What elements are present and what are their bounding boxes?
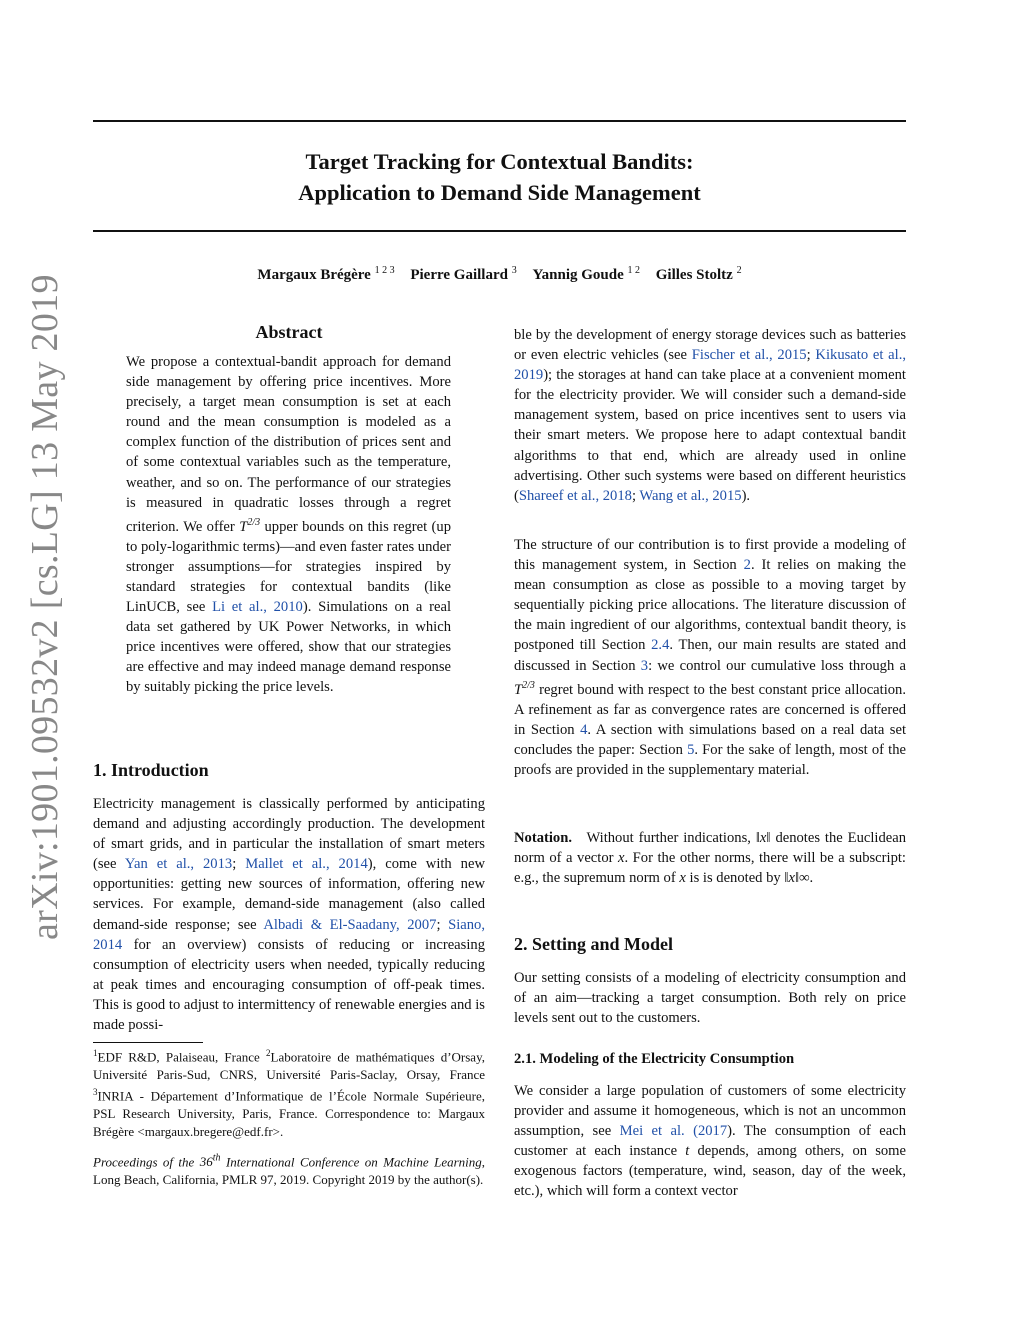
notation-label: Notation. (514, 830, 572, 846)
citation-albadi-2007[interactable]: Albadi & El-Saadany, 2007 (263, 916, 437, 933)
right-paragraph-1: ble by the development of energy storage devices such as batteries or even electric vehicles (see Fischer et al., 2015; Kikusato et al., 2019); the storages at hand can take place at a convenient moment for the electricity provider. We will consider such a demand-side management system, based on price incentives sent to users via their smart meters. We propose here to adapt contextual bandit algorithms to that end, which are already used in online advertising. Other such systems were based on different heuristics (Shareef et al., 2018; Wang et al., 2015). (514, 327, 907, 504)
ref-section-2[interactable]: 2 (743, 557, 751, 574)
title-line-2: Application to Demand Side Management (298, 180, 701, 205)
modeling-subsection-heading: 2.1. Modeling of the Electricity Consumption (514, 1051, 795, 1067)
introduction-heading: 1. Introduction (93, 760, 209, 780)
notation-paragraph: Notation. Without further indications, ‖x‖ denotes the Euclidean norm of a vector x. For the other norms, there will be a subscript: e.g., the supremum norm of x is is denoted by ‖x‖∞. (514, 830, 907, 887)
author-4: Gilles Stoltz $^2$ (655, 265, 742, 283)
math-t-two-thirds-2: $T^{2/3}$ (514, 679, 535, 698)
citation-li-2010[interactable]: Li et al., 2010 (212, 598, 303, 615)
citation-siano-2014[interactable]: Siano, 2014 (93, 916, 485, 953)
paper-title (93, 146, 906, 208)
citation-fischer-2015[interactable]: Fischer et al., 2015 (691, 347, 807, 364)
ref-section-5[interactable]: 5 (687, 741, 695, 758)
citation-wang-2015[interactable]: Wang et al., 2015 (639, 487, 742, 504)
title-top-rule (93, 120, 906, 122)
footnote-rule (93, 1042, 203, 1043)
ref-section-4[interactable]: 4 (580, 721, 588, 738)
introduction-body: Electricity management is classically performed by anticipating demand and adjusting accordingly production. The development of smart grids, and in particular the installation of smart meters (see Yan et al., 2013; Mallet et al., 2014), come with new opportunities: getting new sources of information, offering new services. For example, demand-side management (also called demand-side response; see Albadi & El-Saadany, 2007; Siano, 2014 for an overview) consists of reducing or increasing consumption of electricity users when needed, typically reducing at peak times and encouraging consumption of off-peak times. This is good to adjust to intermittency of renewable energies and is made possi- (93, 796, 485, 1034)
author-list (93, 265, 906, 284)
citation-mallet-2014[interactable]: Mallet et al., 2014 (245, 856, 368, 873)
setting-model-heading: 2. Setting and Model (514, 934, 674, 954)
title-line-1: Target Tracking for Contextual Bandits: (305, 149, 694, 174)
ref-section-3[interactable]: 3 (640, 657, 649, 674)
author-2: Pierre Gaillard $^3$ (410, 265, 517, 283)
ref-section-2-4[interactable]: 2.4 (651, 637, 670, 654)
citation-shareef-2018[interactable]: Shareef et al., 2018 (518, 487, 632, 504)
author-3: Yannig Goude $^{1 2}$ (532, 265, 641, 283)
proceedings-note: Proceedings of the 36th International Conference on Machine Learning, Long Beach, California, PMLR 97, 2019. Copyright 2019 by the author(s). (93, 1153, 486, 1188)
affiliations-footnote: $^1$EDF R&D, Palaiseau, France $^2$Laboratoire de mathématiques d’Orsay, Université Paris-Sud, CNRS, Université Paris-Saclay, Orsay, France $^3$INRIA - Département d’Informatique de l’École Normale Supérieure, PSL Research University, Paris, France. Correspondence to: Margaux Brégère <margaux.bregere@edf.fr>. (93, 1048, 485, 1139)
abstract-body: We propose a contextual-bandit approach for demand side management by offering price incentives. More precisely, a target mean consumption is set at each round and the mean consumption is modeled as a complex function of the distribution of prices sent and of some contextual variables such as the temperature, weather, and so on. The performance of our strategies is measured in quadratic losses through a regret criterion. We offer $T^{2/3}$ upper bounds on this regret (up to poly-logarithmic terms)—and even faster rates under stronger assumptions—for strategies inspired by standard strategies for contextual bandits (like LinUCB, see Li et al., 2010). Simulations on a real data set gathered by UK Power Networks, in which price incentives were offered, show that our strategies are effective and may indeed manage demand response by suitably picking the price levels. (126, 354, 452, 696)
citation-kikusato-2019[interactable]: Kikusato et al., 2019 (514, 347, 907, 384)
setting-model-body: Our setting consists of a modeling of electricity consumption and of an aim—tracking a target consumption. Both rely on price levels sent out to the customers. (514, 970, 906, 1027)
citation-mei-2017[interactable]: Mei et al. (2017 (619, 1123, 728, 1140)
right-paragraph-2: The structure of our contribution is to first provide a modeling of this management system, in Section 2. It relies on making the mean consumption as close as possible to a moving target by sequentially picking price allocations. The literature discussion of the main ingredient of our algorithms, contextual bandit theory, is postponed till Section 2.4. Then, our main results are stated and discussed in Section 3: we control our cumulative loss through a $T^{2/3}$ regret bound with respect to the best constant price allocation. A refinement as far as convergence rates are concerned is offered in Section 4. A section with simulations based on a real data set concludes the paper: Section 5. For the sake of length, most of the proofs are provided in the supplementary material. (514, 537, 906, 778)
author-1: Margaux Brégère $^{1 2 3}$ (257, 265, 395, 283)
abstract-heading: Abstract (255, 322, 323, 342)
modeling-subsection-body: We consider a large population of customers of some electricity provider and assume it homogeneous, which is not an uncommon assumption, see Mei et al. (2017). The consumption of each customer at each instance t depends, among others, on some exogenous factors (temperature, wind, season, day of the week, etc.), which will form a context vector (514, 1083, 907, 1200)
arxiv-identifier: arXiv:1901.09532v2 [cs.LG] 13 May 2019 (24, 274, 66, 940)
citation-yan-2013[interactable]: Yan et al., 2013 (124, 856, 233, 873)
math-t-two-thirds: $T^{2/3}$ (239, 516, 261, 535)
title-bottom-rule (93, 230, 906, 232)
